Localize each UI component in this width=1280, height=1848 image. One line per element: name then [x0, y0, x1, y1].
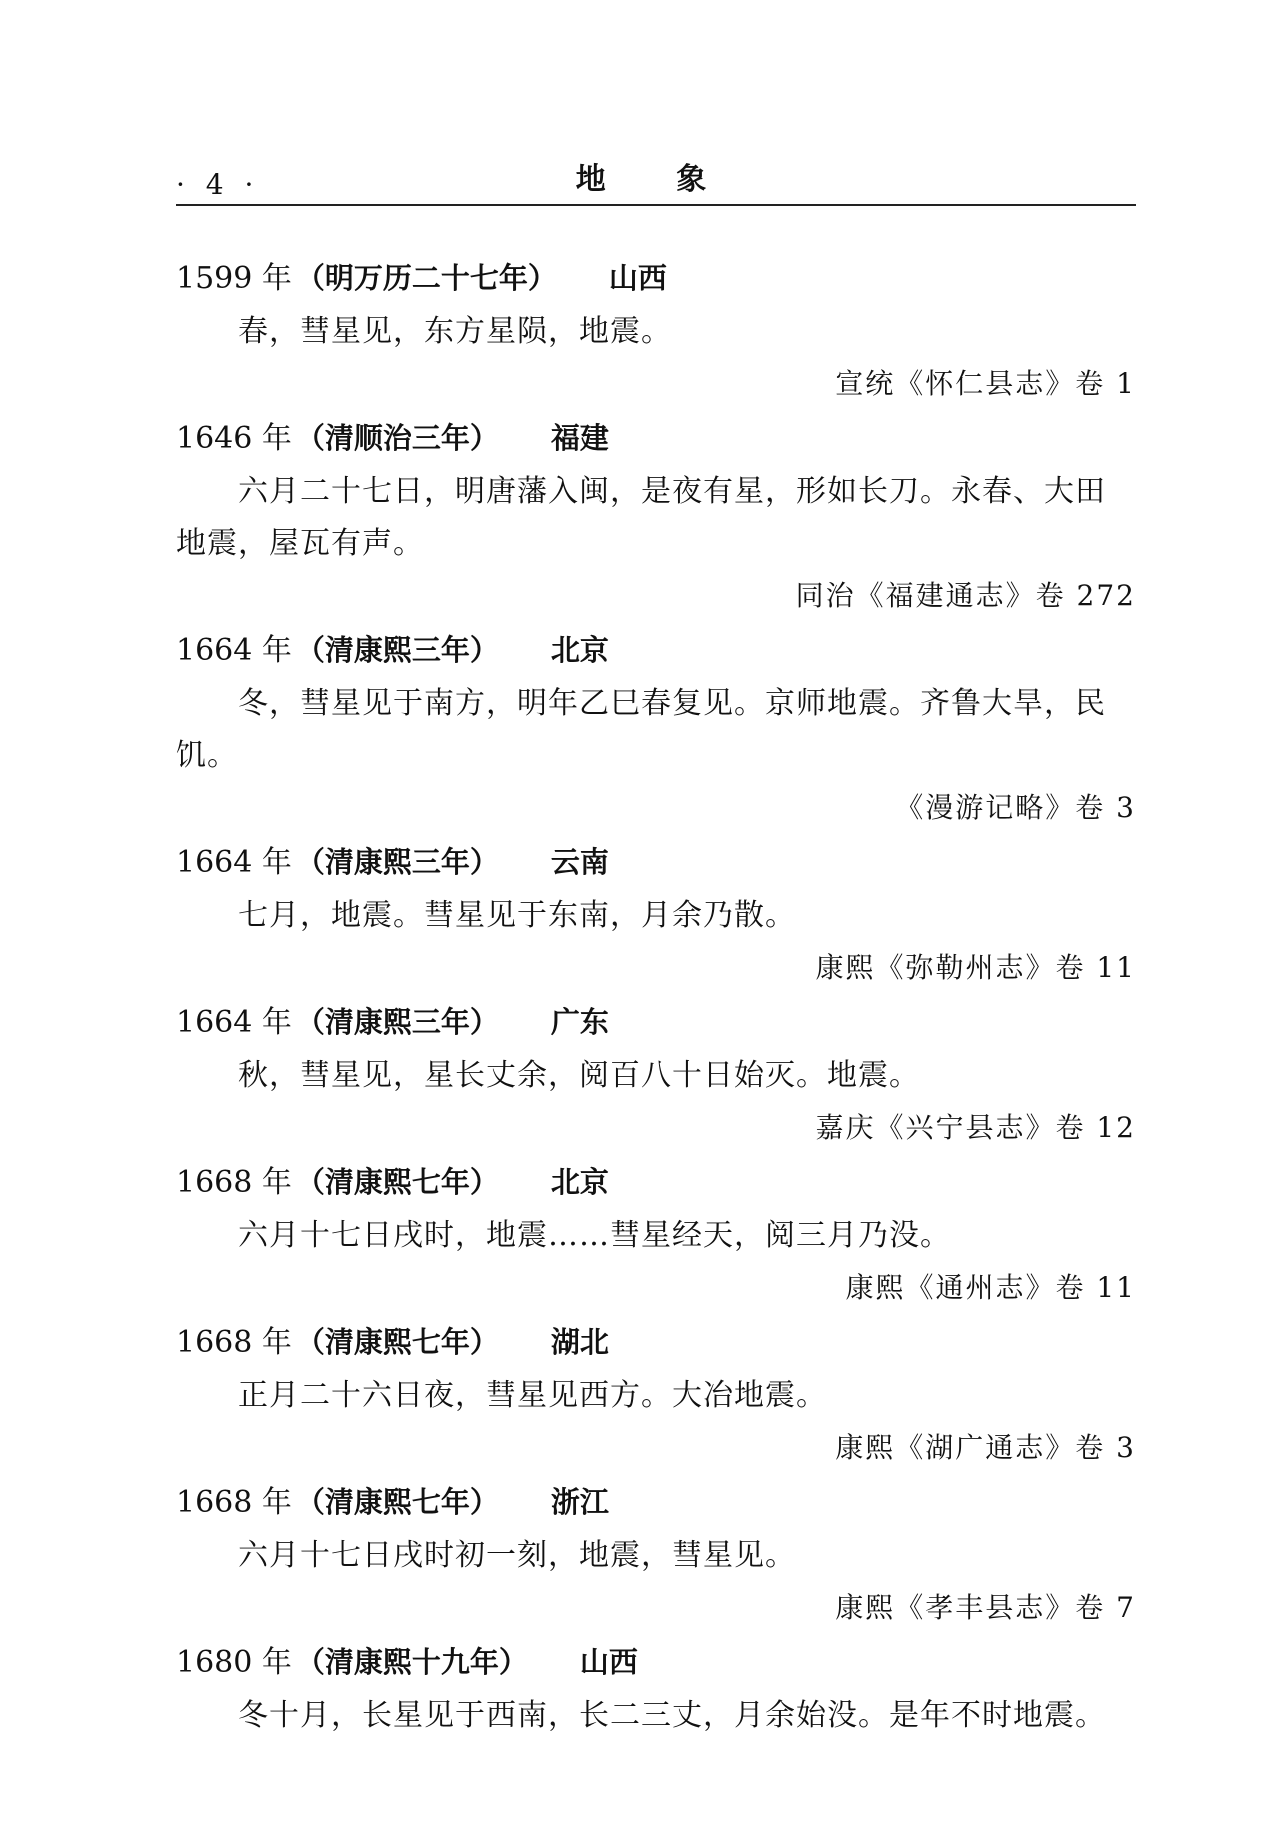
entry-era: （清顺治三年）: [295, 421, 499, 455]
entry-place: 福建: [550, 421, 609, 455]
entry-era: （清康熙三年）: [295, 633, 499, 667]
entry-heading: [176, 834, 1136, 890]
entry: [176, 410, 1136, 622]
entry-place: 广东: [550, 1005, 609, 1039]
entry-source: 康熙《通州志》卷 11: [845, 1271, 1136, 1304]
entry-heading: [176, 1474, 1136, 1530]
entry-text: 六月十七日戌时，地震……彗星经天，阅三月乃没。: [238, 1218, 951, 1253]
entry-text: 冬，彗星见于南方，明年乙巳春复见。京师地震。齐鲁大旱，民饥。: [176, 686, 1106, 773]
entry-source: 康熙《湖广通志》卷 3: [835, 1431, 1136, 1464]
entry-place: 北京: [550, 1165, 609, 1199]
entry-place: 山西: [579, 1645, 638, 1679]
entry-place: 山西: [608, 261, 667, 295]
entry-place: 北京: [550, 633, 609, 667]
header-rule: [176, 204, 1136, 206]
entry: [176, 250, 1136, 410]
entry-year: 1680 年: [176, 1645, 292, 1680]
entry-text: 正月二十六日夜，彗星见西方。大冶地震。: [238, 1378, 827, 1413]
entry: [176, 834, 1136, 994]
entry: [176, 1634, 1136, 1742]
entry-heading: [176, 1314, 1136, 1370]
running-head: [176, 150, 1136, 206]
entry-year: 1599 年: [176, 261, 292, 296]
entry: [176, 1314, 1136, 1474]
entry-text: 秋，彗星见，星长丈余，阅百八十日始灭。地震。: [238, 1058, 920, 1093]
entry-era: （清康熙三年）: [295, 845, 499, 879]
entry-heading: [176, 1634, 1136, 1690]
entry-heading: [176, 250, 1136, 306]
entry-text: 六月二十七日，明唐藩入闽，是夜有星，形如长刀。永春、大田地震，屋瓦有声。: [176, 474, 1106, 561]
entry-era: （清康熙十九年）: [295, 1645, 528, 1679]
entry-year: 1668 年: [176, 1485, 292, 1520]
entry-source: 宣统《怀仁县志》卷 1: [835, 367, 1136, 400]
entry-place: 云南: [550, 845, 609, 879]
entry-text: 冬十月，长星见于西南，长二三丈，月余始没。是年不时地震。: [238, 1698, 1106, 1733]
entry-era: （明万历二十七年）: [295, 261, 557, 295]
entry-source: 《漫游记略》卷 3: [895, 791, 1136, 824]
entry: [176, 994, 1136, 1154]
entry: [176, 622, 1136, 834]
entry-era: （清康熙三年）: [295, 1005, 499, 1039]
entry-text: 七月，地震。彗星见于东南，月余乃散。: [238, 898, 796, 933]
entry-year: 1646 年: [176, 421, 292, 456]
entry-source: 康熙《孝丰县志》卷 7: [835, 1591, 1136, 1624]
entry-year: 1668 年: [176, 1325, 292, 1360]
entry: [176, 1154, 1136, 1314]
entry-source: 康熙《弥勒州志》卷 11: [815, 951, 1136, 984]
entry-heading: [176, 994, 1136, 1050]
entry-text: 春，彗星见，东方星陨，地震。: [238, 314, 672, 349]
entry-year: 1664 年: [176, 845, 292, 880]
entry-era: （清康熙七年）: [295, 1325, 499, 1359]
entry-source: 嘉庆《兴宁县志》卷 12: [815, 1111, 1136, 1144]
entry-heading: [176, 1154, 1136, 1210]
entry-era: （清康熙七年）: [295, 1165, 499, 1199]
entry-year: 1664 年: [176, 633, 292, 668]
entry-era: （清康熙七年）: [295, 1485, 499, 1519]
entry-year: 1664 年: [176, 1005, 292, 1040]
entry-list: [0, 250, 1280, 1742]
entry-place: 浙江: [550, 1485, 609, 1519]
entry-source: 同治《福建通志》卷 272: [795, 579, 1136, 612]
entry-place: 湖北: [550, 1325, 609, 1359]
entry-year: 1668 年: [176, 1165, 292, 1200]
entry-heading: [176, 410, 1136, 466]
running-title: 地 象: [575, 162, 737, 197]
entry-text: 六月十七日戌时初一刻，地震，彗星见。: [238, 1538, 796, 1573]
entry-heading: [176, 622, 1136, 678]
entry: [176, 1474, 1136, 1634]
page-number: · 4 ·: [176, 168, 260, 201]
